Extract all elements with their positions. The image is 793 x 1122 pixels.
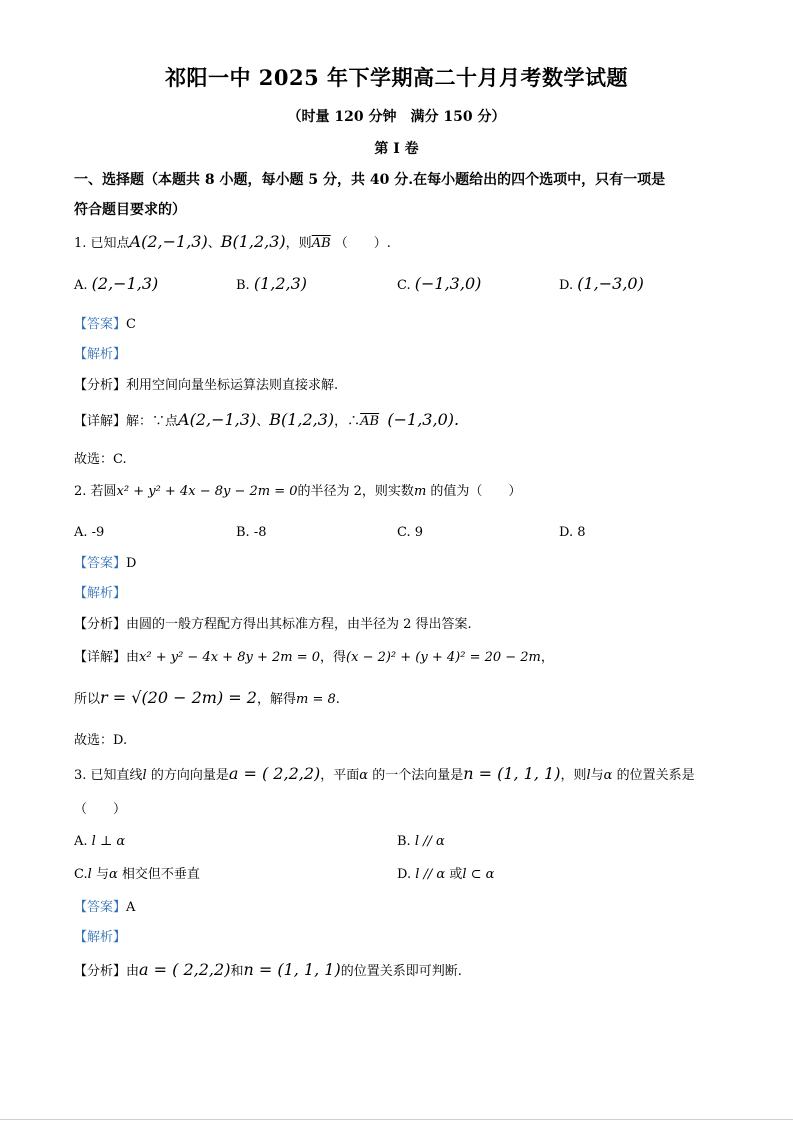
q1-option-d: D. (1,−3,0) <box>559 274 644 293</box>
q3-option-a: A. l ⊥ α <box>74 834 126 849</box>
q2-fenxi: 【分析】由圆的一般方程配方得出其标准方程，由半径为 2 得出答案. <box>74 617 472 632</box>
q1-option-b: B. (1,2,3) <box>236 274 308 293</box>
q1-vector-ab: $\overline{AB}$ <box>311 236 331 251</box>
page-bottom-rule <box>0 1119 793 1120</box>
q1-conclusion: 故选：C. <box>74 452 127 467</box>
q1-xiangjie: 【详解】解：∵点A(2,−1,3)、B(1,2,3)，$\therefore\overline{AB}$ (−1,3,0). <box>74 410 460 429</box>
q2-analysis: 【解析】 <box>74 586 127 601</box>
q1-point-a: A(2,−1,3) <box>129 232 208 251</box>
q2-stem: 2. 若圆x² + y² + 4x − 8y − 2m = 0的半径为 2，则实数m 的值为（ ） <box>74 484 522 499</box>
q3-paren: （ ） <box>74 802 127 817</box>
page-title: 祁阳一中 2025 年下学期高二十月月考数学试题 <box>164 65 629 90</box>
q2-option-b: B. -8 <box>236 525 267 540</box>
q1-option-c: C. (−1,3,0) <box>397 274 482 293</box>
q3-fenxi: 【分析】由a = ( 2,2,2)和n = (1, 1, 1)的位置关系即可判断. <box>74 960 462 979</box>
section-heading-line2: 符合题目要求的） <box>74 202 186 218</box>
exam-subtitle: （时量 120 分钟 满分 150 分） <box>287 109 506 125</box>
q1-fenxi: 【分析】利用空间向量坐标运算法则直接求解. <box>74 378 339 393</box>
q2-option-d: D. 8 <box>559 525 586 540</box>
q1-stem-prefix: 1. 已知点 <box>74 236 130 251</box>
q2-answer: 【答案】D <box>74 556 137 571</box>
q2-conclusion: 故选：D. <box>74 733 128 748</box>
q1-point-b: B(1,2,3) <box>220 232 286 251</box>
q1-mid: ，则 <box>285 236 312 251</box>
q3-option-d: D. l // α 或l ⊂ α <box>397 867 495 882</box>
q3-analysis: 【解析】 <box>74 930 127 945</box>
q2-option-a: A. -9 <box>74 525 105 540</box>
q1-sep: 、 <box>207 236 221 251</box>
q1-answer: 【答案】C <box>74 317 136 332</box>
q3-stem: 3. 已知直线l 的方向向量是a = ( 2,2,2)，平面α 的一个法向量是n = (1, 1, 1)，则l与α 的位置关系是 <box>74 764 695 783</box>
q2-so: 所以r = √(20 − 2m) = 2，解得m = 8. <box>74 688 340 707</box>
q3-option-c: C.l 与α 相交但不垂直 <box>74 867 200 882</box>
q3-answer: 【答案】A <box>74 900 136 915</box>
q1-suffix: （ ）. <box>330 236 391 251</box>
volume-label: 第 I 卷 <box>374 141 419 157</box>
q1-option-a: A. (2,−1,3) <box>74 274 159 293</box>
q1-analysis: 【解析】 <box>74 347 127 362</box>
q2-xiangjie: 【详解】由x² + y² − 4x + 8y + 2m = 0，得(x − 2)² + (y + 4)² = 20 − 2m， <box>74 650 554 665</box>
q1-stem <box>74 232 391 254</box>
section-heading-line1: 一、选择题（本题共 8 小题，每小题 5 分，共 40 分.在每小题给出的四个选项中，只有一项是 <box>74 172 666 188</box>
q2-option-c: C. 9 <box>397 525 424 540</box>
q3-option-b: B. l // α <box>397 834 445 849</box>
